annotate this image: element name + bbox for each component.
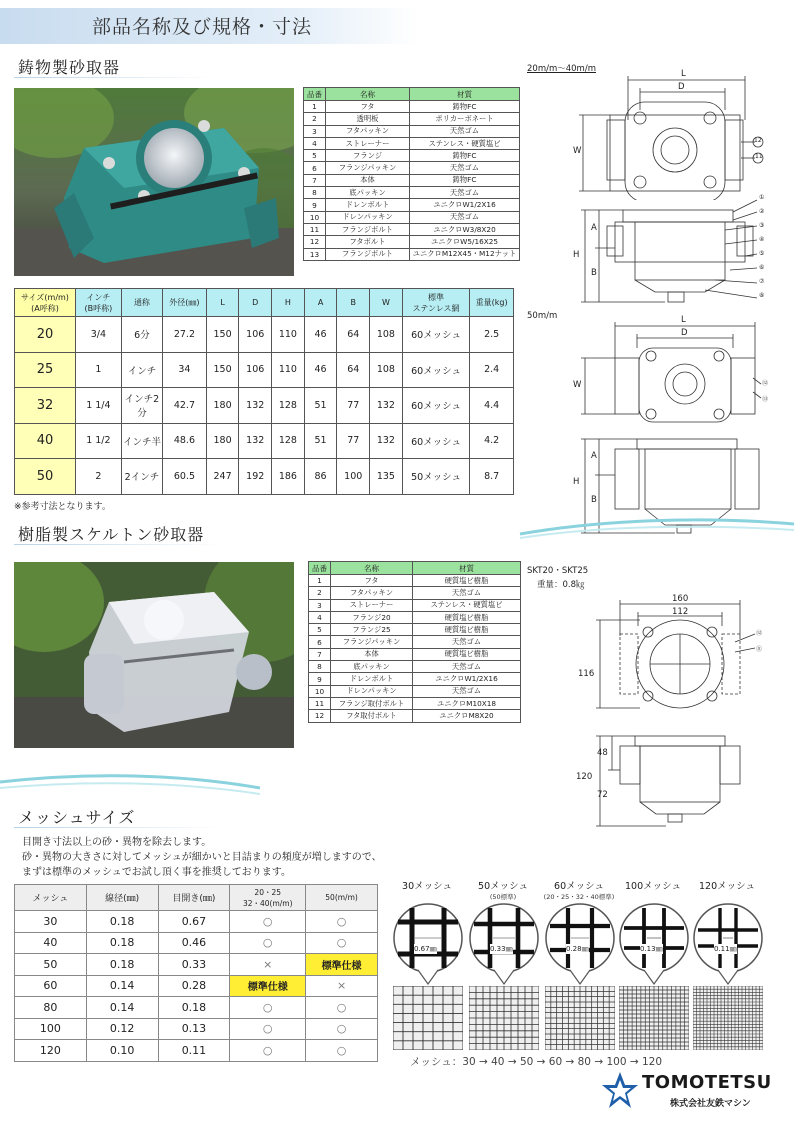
parts-row xyxy=(304,113,520,125)
parts-cell: 底パッキン xyxy=(326,187,410,199)
parts-row xyxy=(304,137,520,149)
drawing-label-20-40: 20m/m～40m/m xyxy=(527,64,596,74)
mesh-cell: 120 xyxy=(15,1040,87,1062)
dim-D-50: D xyxy=(681,328,688,338)
mesh-row xyxy=(15,954,378,976)
brand-name: TOMOTETSU xyxy=(642,1072,772,1093)
parts-cell: 11 xyxy=(309,697,331,709)
mesh-opening-label: 0.33㎜ xyxy=(490,945,513,953)
mesh-col-header: 線径(㎜) xyxy=(86,885,158,911)
spec-row xyxy=(15,423,514,459)
parts-cell: フランジボルト xyxy=(326,223,410,235)
parts-cell: 鋳物FC xyxy=(410,174,520,186)
spec-col-header: W xyxy=(370,289,403,317)
cast-side-view-drawing: H A B ① ② ③ ④ ⑤ ⑥ ⑦ ⑧ xyxy=(565,190,785,308)
parts-cell: ユニクロW1/2X16 xyxy=(410,199,520,211)
spec-cell: 2 xyxy=(76,459,122,495)
parts-cell: 12 xyxy=(304,236,326,248)
mesh-table xyxy=(14,884,378,1062)
spec-col-header: サイズ(m/m) (A呼称) xyxy=(15,289,76,317)
wave-divider-2 xyxy=(0,768,794,808)
resin-dim-72: 72 xyxy=(597,790,608,800)
spec-cell: 128 xyxy=(272,388,305,424)
spec-cell: 132 xyxy=(239,388,272,424)
spec-cell: 77 xyxy=(337,388,370,424)
spec-col-header: 通称 xyxy=(121,289,162,317)
parts-row xyxy=(309,636,521,648)
col-header: 材質 xyxy=(410,88,520,101)
parts-cell: ポリカーボネート xyxy=(410,113,520,125)
col-header: 材質 xyxy=(413,562,521,575)
mesh-cell: 0.13 xyxy=(158,1018,230,1040)
spec-cell: 60メッシュ xyxy=(402,423,470,459)
spec-cell: 50 xyxy=(15,459,76,495)
cast-top-view-drawing: L D W 12 11 xyxy=(565,70,785,200)
parts-cell: 4 xyxy=(304,137,326,149)
cast-strainer-photo xyxy=(14,88,294,276)
parts-cell: 本体 xyxy=(331,648,413,660)
mesh-opening-label: 0.28㎜ xyxy=(566,945,589,953)
cast-top-view-50-drawing: L D W ⑫ ⑬ xyxy=(565,318,785,428)
mesh-cell: 標準仕様 xyxy=(230,975,306,997)
parts-cell: フタ取付ボルト xyxy=(331,710,413,722)
parts-cell: フランジボルト xyxy=(326,248,410,260)
mesh-sample-label: 30メッシュ xyxy=(402,881,452,892)
dim-H: H xyxy=(573,250,580,260)
mesh-cell: 60 xyxy=(15,975,87,997)
mesh-cell: 0.14 xyxy=(86,997,158,1019)
spec-cell: インチ半 xyxy=(121,423,162,459)
parts-cell: ユニクロM8X20 xyxy=(413,710,521,722)
spec-cell: 25 xyxy=(15,352,76,388)
col-header: 名称 xyxy=(326,88,410,101)
parts-cell: 本体 xyxy=(326,174,410,186)
parts-cell: 天然ゴム xyxy=(410,125,520,137)
parts-cell: 7 xyxy=(309,648,331,660)
parts-row xyxy=(309,710,521,722)
mesh-col-header: 20・25 32・40(m/m) xyxy=(230,885,306,911)
parts-row xyxy=(304,199,520,211)
mesh-cell: 0.18 xyxy=(86,911,158,933)
spec-cell: 60メッシュ xyxy=(402,388,470,424)
spec-cell: 150 xyxy=(206,317,239,353)
spec-col-header: B xyxy=(337,289,370,317)
spec-cell: 132 xyxy=(370,388,403,424)
mesh-cell: ○ xyxy=(230,911,306,933)
mesh-cell: ○ xyxy=(306,932,378,954)
parts-cell: 1 xyxy=(304,101,326,113)
parts-cell: 8 xyxy=(309,661,331,673)
mesh-row xyxy=(15,1040,378,1062)
mesh-samples xyxy=(384,878,784,1078)
parts-cell: 8 xyxy=(304,187,326,199)
parts-cell: 2 xyxy=(304,113,326,125)
spec-row xyxy=(15,352,514,388)
dim-L-50: L xyxy=(681,315,686,325)
parts-cell: フタパッキン xyxy=(331,587,413,599)
parts-cell: フランジ20 xyxy=(331,611,413,623)
dim-A-50: A xyxy=(591,451,597,461)
mesh-cell: 0.67 xyxy=(158,911,230,933)
mesh-cell: × xyxy=(230,954,306,976)
mesh-cell: ○ xyxy=(230,1018,306,1040)
spec-cell: 2インチ xyxy=(121,459,162,495)
parts-row xyxy=(304,248,520,260)
parts-cell: フタボルト xyxy=(326,236,410,248)
spec-cell: 4.4 xyxy=(470,388,514,424)
mesh-cell: ○ xyxy=(230,1040,306,1062)
spec-cell: 132 xyxy=(239,423,272,459)
spec-cell: 4.2 xyxy=(470,423,514,459)
spec-cell: 2.5 xyxy=(470,317,514,353)
parts-cell: 9 xyxy=(304,199,326,211)
spec-cell: 106 xyxy=(239,352,272,388)
spec-cell: 51 xyxy=(304,423,337,459)
parts-cell: ストレーナー xyxy=(326,137,410,149)
spec-col-header: D xyxy=(239,289,272,317)
mesh-col-header: 目開き(㎜) xyxy=(158,885,230,911)
mesh-cell: 0.46 xyxy=(158,932,230,954)
spec-cell: 34 xyxy=(163,352,207,388)
spec-cell: 108 xyxy=(370,352,403,388)
mesh-col-header: メッシュ xyxy=(15,885,87,911)
parts-cell: 硬質塩ビ樹脂 xyxy=(413,611,521,623)
parts-cell: 底パッキン xyxy=(331,661,413,673)
mesh-desc-line: 目開き寸法以上の砂・異物を除去します。 xyxy=(22,837,212,848)
mesh-cell: 0.18 xyxy=(158,997,230,1019)
mesh-sample-sub: (50標準) xyxy=(489,893,517,901)
parts-cell: ドレンボルト xyxy=(331,673,413,685)
mesh-swatch xyxy=(469,986,539,1050)
parts-cell: 3 xyxy=(304,125,326,137)
dim-W-50: W xyxy=(573,380,582,390)
spec-cell: 60メッシュ xyxy=(402,317,470,353)
spec-cell: 64 xyxy=(337,317,370,353)
parts-cell: 5 xyxy=(309,624,331,636)
mesh-sample-label: 120メッシュ xyxy=(699,881,755,892)
spec-col-header: 外径(㎜) xyxy=(163,289,207,317)
resin-heading-rule xyxy=(14,544,224,545)
parts-row xyxy=(309,648,521,660)
parts-cell: 10 xyxy=(309,685,331,697)
spec-col-header: A xyxy=(304,289,337,317)
parts-cell: フタ xyxy=(331,575,413,587)
mesh-swatch xyxy=(693,986,763,1050)
parts-cell: 天然ゴム xyxy=(410,162,520,174)
parts-row xyxy=(304,162,520,174)
spec-cell: 1 1/4 xyxy=(76,388,122,424)
parts-cell: ユニクロM10X18 xyxy=(413,697,521,709)
spec-cell: 150 xyxy=(206,352,239,388)
mesh-cell: 0.14 xyxy=(86,975,158,997)
spec-cell: 60メッシュ xyxy=(402,352,470,388)
spec-col-header: H xyxy=(272,289,305,317)
mesh-desc-line: まずは標準のメッシュでお試し頂く事を推奨しております。 xyxy=(22,867,291,878)
spec-cell: 27.2 xyxy=(163,317,207,353)
spec-col-header: 標準 ステンレス網 xyxy=(402,289,470,317)
spec-cell: 64 xyxy=(337,352,370,388)
mesh-swatch xyxy=(545,986,615,1050)
spec-cell: インチ xyxy=(121,352,162,388)
parts-row xyxy=(309,587,521,599)
mesh-row xyxy=(15,997,378,1019)
resin-dim-112: 112 xyxy=(672,607,689,617)
spec-cell: 135 xyxy=(370,459,403,495)
mesh-cell: ○ xyxy=(230,997,306,1019)
cast-parts-table xyxy=(303,87,520,261)
parts-cell: ストレーナー xyxy=(331,599,413,611)
spec-cell: 42.7 xyxy=(163,388,207,424)
parts-cell: 天然ゴム xyxy=(410,211,520,223)
mesh-cell: ○ xyxy=(306,1018,378,1040)
spec-row xyxy=(15,317,514,353)
parts-cell: ステンレス・硬質塩ビ xyxy=(413,599,521,611)
spec-cell: 128 xyxy=(272,423,305,459)
parts-cell: 13 xyxy=(304,248,326,260)
mesh-swatch xyxy=(393,986,463,1050)
parts-row xyxy=(304,187,520,199)
mesh-cell: 50 xyxy=(15,954,87,976)
parts-row xyxy=(309,673,521,685)
parts-row xyxy=(304,236,520,248)
resin-weight: 重量：0.8㎏ xyxy=(537,580,585,590)
mesh-opening-label: 0.13㎜ xyxy=(640,945,663,953)
spec-cell: 6分 xyxy=(121,317,162,353)
mesh-cell: 0.33 xyxy=(158,954,230,976)
spec-cell: 247 xyxy=(206,459,239,495)
spec-cell: 132 xyxy=(370,423,403,459)
mesh-heading: メッシュサイズ xyxy=(18,808,136,827)
mesh-cell: 標準仕様 xyxy=(306,954,378,976)
mesh-cell: 0.28 xyxy=(158,975,230,997)
mesh-cell: 0.10 xyxy=(86,1040,158,1062)
resin-dim-48: 48 xyxy=(597,748,608,758)
parts-cell: 1 xyxy=(309,575,331,587)
dim-D: D xyxy=(678,82,685,92)
parts-cell: フランジ25 xyxy=(331,624,413,636)
tomotetsu-logo-icon xyxy=(600,1070,640,1110)
parts-cell: 3 xyxy=(309,599,331,611)
spec-col-header: 重量(kg) xyxy=(470,289,514,317)
spec-cell: 32 xyxy=(15,388,76,424)
parts-cell: 12 xyxy=(309,710,331,722)
parts-cell: 11 xyxy=(304,223,326,235)
parts-cell: フタパッキン xyxy=(326,125,410,137)
spec-cell: 8.7 xyxy=(470,459,514,495)
parts-cell: 硬質塩ビ樹脂 xyxy=(413,648,521,660)
parts-cell: ステンレス・硬質塩ビ xyxy=(410,137,520,149)
spec-cell: 1 1/2 xyxy=(76,423,122,459)
parts-row xyxy=(304,125,520,137)
parts-cell: 天然ゴム xyxy=(413,661,521,673)
mesh-cell: ○ xyxy=(230,932,306,954)
parts-row xyxy=(309,611,521,623)
parts-cell: ユニクロW1/2X16 xyxy=(413,673,521,685)
parts-cell: フランジパッキン xyxy=(331,636,413,648)
dim-A: A xyxy=(591,223,597,233)
mesh-sample-label: 100メッシュ xyxy=(625,881,681,892)
spec-cell: 3/4 xyxy=(76,317,122,353)
spec-cell: 180 xyxy=(206,388,239,424)
parts-cell: ドレンパッキン xyxy=(326,211,410,223)
col-header: 品番 xyxy=(304,88,326,101)
dim-B: B xyxy=(591,268,597,278)
parts-cell: 天然ゴム xyxy=(413,636,521,648)
spec-cell: 110 xyxy=(272,352,305,388)
parts-cell: 天然ゴム xyxy=(413,587,521,599)
parts-cell: ユニクロW3/8X20 xyxy=(410,223,520,235)
brand-company: 株式会社友鉄マシン xyxy=(670,1099,751,1109)
drawing-label-50: 50m/m xyxy=(527,311,558,321)
parts-cell: 2 xyxy=(309,587,331,599)
mesh-row xyxy=(15,932,378,954)
spec-col-header: L xyxy=(206,289,239,317)
mesh-sample-label: 60メッシュ xyxy=(554,881,604,892)
spec-cell: 2.4 xyxy=(470,352,514,388)
spec-cell: インチ2分 xyxy=(121,388,162,424)
parts-cell: ユニクロW5/16X25 xyxy=(410,236,520,248)
mesh-opening-label: 0.11㎜ xyxy=(714,945,737,953)
parts-cell: 透明板 xyxy=(326,113,410,125)
dim-B-50: B xyxy=(591,495,597,505)
parts-cell: フタ xyxy=(326,101,410,113)
mesh-cell: 0.12 xyxy=(86,1018,158,1040)
parts-row xyxy=(309,661,521,673)
spec-cell: 192 xyxy=(239,459,272,495)
parts-cell: 5 xyxy=(304,150,326,162)
mesh-col-header: 50(m/m) xyxy=(306,885,378,911)
mesh-swatch xyxy=(619,986,689,1050)
parts-cell: 6 xyxy=(309,636,331,648)
spec-cell: 100 xyxy=(337,459,370,495)
parts-cell: 9 xyxy=(309,673,331,685)
resin-dim-160: 160 xyxy=(672,594,689,604)
mesh-cell: 100 xyxy=(15,1018,87,1040)
brand-block xyxy=(600,1070,790,1116)
page-title: 部品名称及び規格・寸法 xyxy=(92,16,313,38)
parts-row xyxy=(304,150,520,162)
spec-cell: 60.5 xyxy=(163,459,207,495)
parts-cell: フランジパッキン xyxy=(326,162,410,174)
parts-cell: 硬質塩ビ樹脂 xyxy=(413,575,521,587)
mesh-sample-label: 50メッシュ xyxy=(478,881,528,892)
mesh-sample-sub: (20・25・32・40標準) xyxy=(543,893,615,901)
spec-cell: 20 xyxy=(15,317,76,353)
parts-row xyxy=(304,101,520,113)
spec-cell: 86 xyxy=(304,459,337,495)
reference-note: ※参考寸法となります。 xyxy=(14,502,111,512)
spec-cell: 46 xyxy=(304,352,337,388)
mesh-row xyxy=(15,975,378,997)
parts-row xyxy=(309,685,521,697)
spec-cell: 46 xyxy=(304,317,337,353)
mesh-cell: 0.11 xyxy=(158,1040,230,1062)
resin-parts-table xyxy=(308,561,521,723)
mesh-cell: 0.18 xyxy=(86,932,158,954)
mesh-heading-rule xyxy=(14,827,224,828)
mesh-cell: ○ xyxy=(306,997,378,1019)
col-header: 品番 xyxy=(309,562,331,575)
parts-cell: ドレンボルト xyxy=(326,199,410,211)
spec-cell: 186 xyxy=(272,459,305,495)
cast-heading-rule xyxy=(14,77,214,78)
parts-cell: 10 xyxy=(304,211,326,223)
col-header: 名称 xyxy=(331,562,413,575)
parts-cell: フランジ xyxy=(326,150,410,162)
parts-cell: 6 xyxy=(304,162,326,174)
mesh-scale-line: メッシュ：30 → 40 → 50 → 60 → 80 → 100 → 120 xyxy=(410,1056,663,1068)
spec-cell: 50メッシュ xyxy=(402,459,470,495)
mesh-cell: 0.18 xyxy=(86,954,158,976)
mesh-cell: 80 xyxy=(15,997,87,1019)
parts-cell: 7 xyxy=(304,174,326,186)
mesh-cell: × xyxy=(306,975,378,997)
mesh-desc-line: 砂・異物の大きさに対してメッシュが細かいと目詰まりの頻度が増しますので、 xyxy=(22,852,382,863)
mesh-row xyxy=(15,1018,378,1040)
dim-W: W xyxy=(573,146,582,156)
parts-cell: 天然ゴム xyxy=(413,685,521,697)
spec-cell: 40 xyxy=(15,423,76,459)
resin-dim-116: 116 xyxy=(578,669,595,679)
cast-heading: 鋳物製砂取器 xyxy=(18,58,121,77)
resin-strainer-photo xyxy=(14,562,294,748)
spec-cell: 108 xyxy=(370,317,403,353)
dim-L: L xyxy=(681,69,686,79)
spec-row xyxy=(15,459,514,495)
mesh-opening-label: 0.67㎜ xyxy=(414,945,437,953)
resin-heading: 樹脂製スケルトン砂取器 xyxy=(18,525,205,544)
spec-row xyxy=(15,388,514,424)
resin-top-view-drawing: 160 112 116 ⑫ ⑪ xyxy=(560,596,786,726)
parts-row xyxy=(309,697,521,709)
spec-cell: 180 xyxy=(206,423,239,459)
parts-cell: ドレンパッキン xyxy=(331,685,413,697)
parts-cell: フランジ取付ボルト xyxy=(331,697,413,709)
mesh-description xyxy=(22,835,462,880)
cast-spec-table xyxy=(14,288,514,495)
spec-col-header: インチ (B呼称) xyxy=(76,289,122,317)
mesh-cell: 30 xyxy=(15,911,87,933)
parts-cell: 硬質塩ビ樹脂 xyxy=(413,624,521,636)
mesh-cell: ○ xyxy=(306,911,378,933)
parts-row xyxy=(304,174,520,186)
spec-cell: 106 xyxy=(239,317,272,353)
resin-dim-120: 120 xyxy=(576,772,593,782)
parts-cell: 天然ゴム xyxy=(410,187,520,199)
spec-cell: 110 xyxy=(272,317,305,353)
parts-row xyxy=(309,599,521,611)
spec-cell: 77 xyxy=(337,423,370,459)
parts-row xyxy=(309,575,521,587)
parts-cell: ユニクロM12X45・M12ナット xyxy=(410,248,520,260)
parts-row xyxy=(304,211,520,223)
dim-H-50: H xyxy=(573,477,580,487)
parts-row xyxy=(304,223,520,235)
parts-cell: 鋳物FC xyxy=(410,101,520,113)
resin-model: SKT20・SKT25 xyxy=(527,566,589,576)
parts-cell: 4 xyxy=(309,611,331,623)
spec-cell: 48.6 xyxy=(163,423,207,459)
mesh-row xyxy=(15,911,378,933)
parts-cell: 鋳物FC xyxy=(410,150,520,162)
spec-cell: 51 xyxy=(304,388,337,424)
mesh-cell: 40 xyxy=(15,932,87,954)
parts-row xyxy=(309,624,521,636)
spec-cell: 1 xyxy=(76,352,122,388)
mesh-cell: ○ xyxy=(306,1040,378,1062)
